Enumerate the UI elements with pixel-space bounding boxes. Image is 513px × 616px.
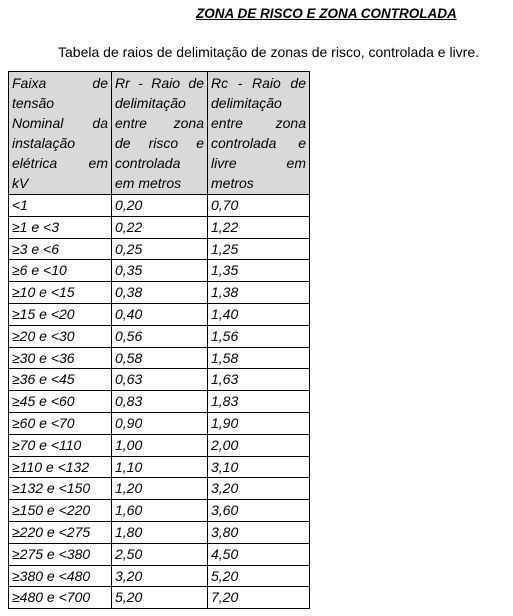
voltage-range-cell: ≥1 e <3 (9, 216, 112, 238)
header-rc-radius (208, 72, 310, 195)
table-row (9, 521, 310, 543)
rc-value-cell: 3,10 (208, 456, 310, 478)
voltage-range-cell: ≥45 e <60 (9, 391, 112, 413)
header-line: Rr - Raio de (115, 75, 204, 91)
rc-value-cell: 3,80 (208, 521, 310, 543)
table-row (9, 282, 310, 304)
table-row (9, 369, 310, 391)
rc-value-cell: 1,35 (208, 260, 310, 282)
header-line: Faixa de (12, 75, 108, 91)
voltage-range-cell: ≥70 e <110 (9, 434, 112, 456)
voltage-range-cell: ≥36 e <45 (9, 369, 112, 391)
rc-value-cell: 4,50 (208, 543, 310, 565)
header-line: elétrica em (12, 155, 108, 171)
rc-value-cell: 1,90 (208, 412, 310, 434)
rc-value-cell: 1,56 (208, 325, 310, 347)
rr-value-cell: 1,80 (112, 521, 208, 543)
table-row (9, 238, 310, 260)
header-line: Nominal da (12, 115, 108, 131)
table-row (9, 347, 310, 369)
voltage-range-cell: ≥150 e <220 (9, 500, 112, 522)
voltage-range-cell: <1 (9, 195, 112, 217)
table-row (9, 216, 310, 238)
rr-value-cell: 0,83 (112, 391, 208, 413)
rc-value-cell: 1,38 (208, 282, 310, 304)
rr-value-cell: 0,22 (112, 216, 208, 238)
rc-value-cell: 3,60 (208, 500, 310, 522)
rr-value-cell: 0,56 (112, 325, 208, 347)
header-line: tensão (12, 95, 55, 111)
rr-value-cell: 0,63 (112, 369, 208, 391)
table-row (9, 260, 310, 282)
rc-value-cell: 7,20 (208, 587, 310, 609)
header-row (9, 72, 310, 195)
table-row (9, 500, 310, 522)
rc-value-cell: 1,63 (208, 369, 310, 391)
rr-value-cell: 2,50 (112, 543, 208, 565)
rr-value-cell: 0,38 (112, 282, 208, 304)
header-line: em metros (115, 175, 182, 191)
rr-value-cell: 5,20 (112, 587, 208, 609)
voltage-range-cell: ≥480 e <700 (9, 587, 112, 609)
voltage-range-cell: ≥15 e <20 (9, 303, 112, 325)
table-row (9, 391, 310, 413)
table-row (9, 478, 310, 500)
rr-value-cell: 1,10 (112, 456, 208, 478)
voltage-range-cell: ≥10 e <15 (9, 282, 112, 304)
zone-radius-table (8, 71, 310, 609)
rr-value-cell: 1,20 (112, 478, 208, 500)
table-body (9, 195, 310, 609)
table-row (9, 325, 310, 347)
table-row (9, 303, 310, 325)
rr-value-cell: 1,00 (112, 434, 208, 456)
header-line: entre zona (211, 115, 306, 131)
table-row (9, 565, 310, 587)
rr-value-cell: 0,58 (112, 347, 208, 369)
rr-value-cell: 0,35 (112, 260, 208, 282)
voltage-range-cell: ≥6 e <10 (9, 260, 112, 282)
rr-value-cell: 3,20 (112, 565, 208, 587)
document-title: ZONA DE RISCO E ZONA CONTROLADA (196, 6, 457, 21)
table-row (9, 543, 310, 565)
header-line: de risco e (115, 135, 204, 151)
rc-value-cell: 2,00 (208, 434, 310, 456)
header-line: delimitação (211, 95, 282, 111)
table-row (9, 456, 310, 478)
header-line: Rc - Raio de (211, 75, 306, 91)
rc-value-cell: 1,25 (208, 238, 310, 260)
table-row (9, 412, 310, 434)
rr-value-cell: 0,90 (112, 412, 208, 434)
voltage-range-cell: ≥60 e <70 (9, 412, 112, 434)
voltage-range-cell: ≥110 e <132 (9, 456, 112, 478)
header-line: kV (12, 175, 29, 191)
rr-value-cell: 1,60 (112, 500, 208, 522)
voltage-range-cell: ≥220 e <275 (9, 521, 112, 543)
voltage-range-cell: ≥132 e <150 (9, 478, 112, 500)
rc-value-cell: 1,83 (208, 391, 310, 413)
rr-value-cell: 0,25 (112, 238, 208, 260)
rr-value-cell: 0,20 (112, 195, 208, 217)
header-line: metros (211, 175, 254, 191)
rc-value-cell: 0,70 (208, 195, 310, 217)
header-rr-radius (112, 72, 208, 195)
header-line: entre zona (115, 115, 204, 131)
header-line: livre em (211, 155, 306, 171)
rc-value-cell: 5,20 (208, 565, 310, 587)
header-line: controlada e (211, 135, 306, 151)
header-voltage-range (9, 72, 112, 195)
rc-value-cell: 1,22 (208, 216, 310, 238)
table-row (9, 195, 310, 217)
voltage-range-cell: ≥30 e <36 (9, 347, 112, 369)
voltage-range-cell: ≥380 e <480 (9, 565, 112, 587)
header-line: controlada (115, 155, 181, 171)
rc-value-cell: 3,20 (208, 478, 310, 500)
header-line: instalação (12, 135, 76, 151)
voltage-range-cell: ≥20 e <30 (9, 325, 112, 347)
rc-value-cell: 1,40 (208, 303, 310, 325)
voltage-range-cell: ≥275 e <380 (9, 543, 112, 565)
table-row (9, 434, 310, 456)
table-header (9, 72, 310, 195)
voltage-range-cell: ≥3 e <6 (9, 238, 112, 260)
header-line: delimitação (115, 95, 186, 111)
table-caption: Tabela de raios de delimitação de zonas de risco, controlada e livre. (58, 44, 480, 60)
rc-value-cell: 1,58 (208, 347, 310, 369)
rr-value-cell: 0,40 (112, 303, 208, 325)
table-row (9, 587, 310, 609)
